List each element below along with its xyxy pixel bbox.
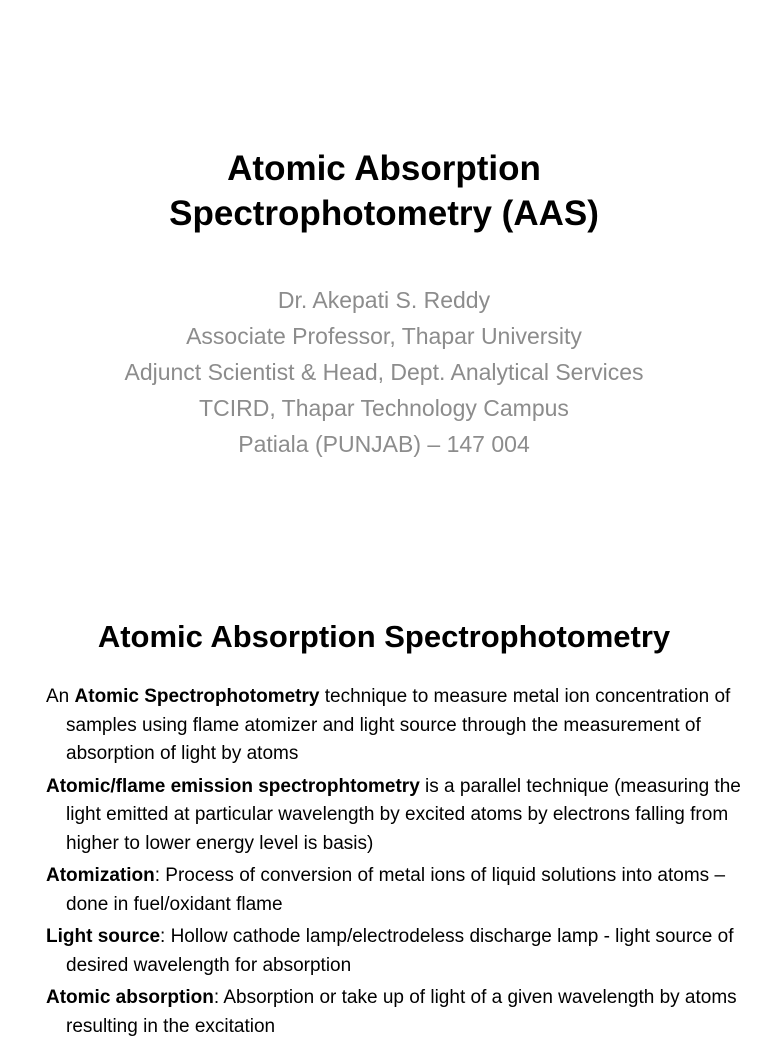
bullet-item bbox=[46, 984, 746, 1041]
title-line-2: Spectrophotometry (AAS) bbox=[169, 194, 599, 233]
author-name: Dr. Akepati S. Reddy bbox=[277, 287, 491, 313]
bullet-text: : Process of conversion of metal ions of liquid solutions into atoms – done in fuel/oxidant flame bbox=[66, 865, 726, 915]
slide-title bbox=[0, 146, 768, 236]
author-position: Associate Professor, Thapar University bbox=[186, 323, 582, 349]
bullet-text: is a parallel technique (measuring the light emitted at particular wavelength by excited atoms by electrons falling from higher to lower energy level is basis) bbox=[66, 775, 741, 854]
bullet-item bbox=[46, 923, 746, 980]
bullet-list bbox=[46, 683, 746, 1045]
bullet-prefix: An bbox=[46, 686, 75, 707]
bullet-item bbox=[46, 683, 746, 769]
bullet-item bbox=[46, 862, 746, 919]
bullet-text: technique to measure metal ion concentration of samples using flame atomizer and light source through the measurement of absorption of light by atoms bbox=[66, 686, 731, 764]
bullet-item bbox=[46, 773, 746, 859]
author-role: Adjunct Scientist & Head, Dept. Analytical Services bbox=[124, 359, 644, 385]
bullet-term: Atomization bbox=[46, 865, 155, 886]
author-institute: TCIRD, Thapar Technology Campus bbox=[199, 395, 569, 421]
bullet-text: : Hollow cathode lamp/electrodeless discharge lamp - light source of desired wavelength for absorption bbox=[66, 926, 734, 976]
bullet-term: Light source bbox=[46, 926, 161, 947]
title-line-1: Atomic Absorption bbox=[227, 149, 541, 188]
author-address: Patiala (PUNJAB) – 147 004 bbox=[238, 431, 530, 457]
bullet-term: Atomic absorption bbox=[46, 987, 214, 1008]
bullet-term: Atomic/flame emission spectrophtometry bbox=[46, 775, 420, 797]
bullet-term: Atomic Spectrophotometry bbox=[74, 686, 320, 707]
content-slide bbox=[0, 575, 768, 1037]
slide-title: Atomic Absorption Spectrophotometry bbox=[97, 619, 671, 654]
bullet-text: : Absorption or take up of light of a given wavelength by atoms resulting in the excitation bbox=[66, 987, 737, 1037]
slide-subtitle bbox=[0, 282, 768, 462]
